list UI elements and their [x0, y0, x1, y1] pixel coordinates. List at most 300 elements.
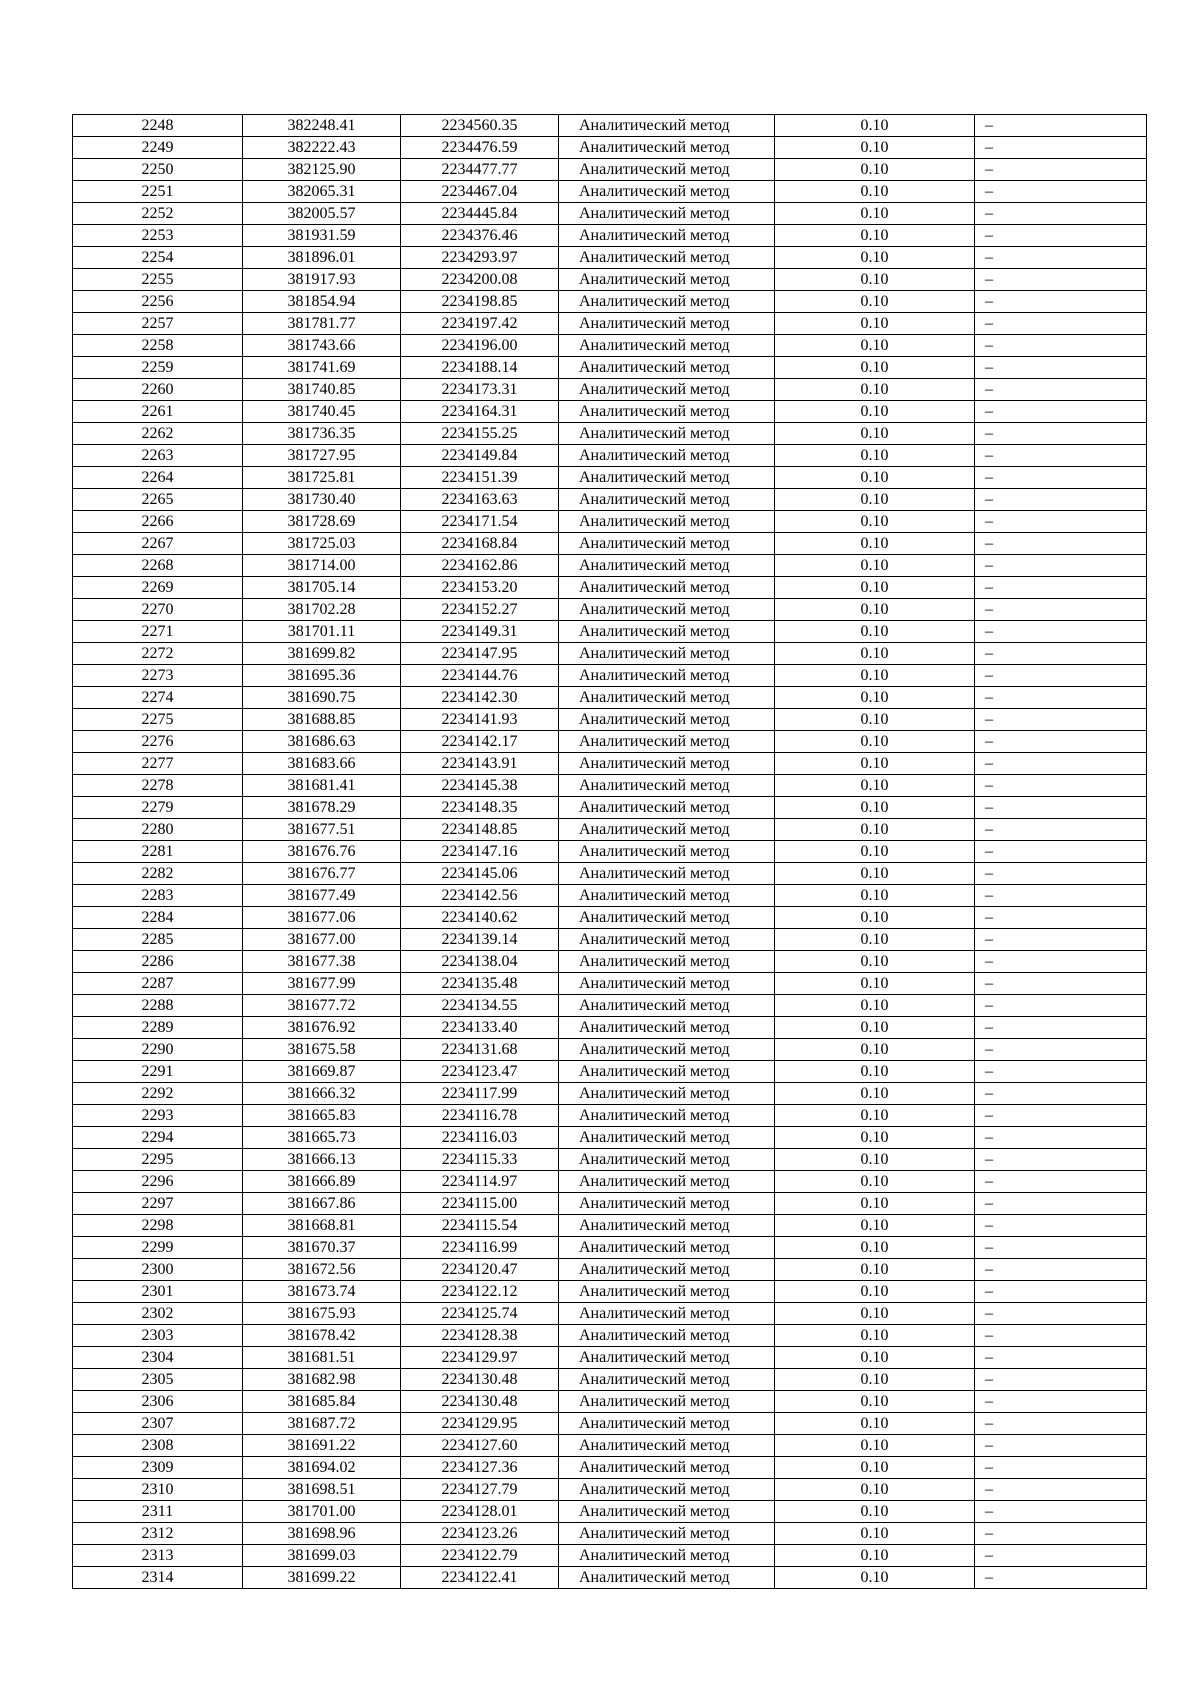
y-coordinate-cell: 2234200.08: [401, 269, 559, 291]
method-cell: Аналитический метод: [559, 687, 775, 709]
accuracy-cell: 0.10: [775, 511, 975, 533]
point-number-cell: 2314: [73, 1567, 243, 1589]
table-row: [73, 973, 1147, 995]
note-cell: –: [975, 1523, 1147, 1545]
table-row: [73, 907, 1147, 929]
x-coordinate-cell: 381677.72: [243, 995, 401, 1017]
table-row: [73, 885, 1147, 907]
accuracy-cell: 0.10: [775, 1501, 975, 1523]
note-cell: –: [975, 819, 1147, 841]
method-cell: Аналитический метод: [559, 379, 775, 401]
method-cell: Аналитический метод: [559, 533, 775, 555]
method-cell: Аналитический метод: [559, 819, 775, 841]
note-cell: –: [975, 1017, 1147, 1039]
method-cell: Аналитический метод: [559, 247, 775, 269]
method-cell: Аналитический метод: [559, 1523, 775, 1545]
method-cell: Аналитический метод: [559, 1435, 775, 1457]
accuracy-cell: 0.10: [775, 1171, 975, 1193]
x-coordinate-cell: 381675.58: [243, 1039, 401, 1061]
x-coordinate-cell: 381854.94: [243, 291, 401, 313]
method-cell: Аналитический метод: [559, 665, 775, 687]
table-row: [73, 533, 1147, 555]
y-coordinate-cell: 2234376.46: [401, 225, 559, 247]
method-cell: Аналитический метод: [559, 973, 775, 995]
table-row: [73, 1039, 1147, 1061]
accuracy-cell: 0.10: [775, 687, 975, 709]
x-coordinate-cell: 381695.36: [243, 665, 401, 687]
accuracy-cell: 0.10: [775, 819, 975, 841]
x-coordinate-cell: 381699.03: [243, 1545, 401, 1567]
y-coordinate-cell: 2234116.03: [401, 1127, 559, 1149]
method-cell: Аналитический метод: [559, 951, 775, 973]
method-cell: Аналитический метод: [559, 445, 775, 467]
point-number-cell: 2280: [73, 819, 243, 841]
note-cell: –: [975, 1215, 1147, 1237]
note-cell: –: [975, 1039, 1147, 1061]
accuracy-cell: 0.10: [775, 467, 975, 489]
accuracy-cell: 0.10: [775, 1369, 975, 1391]
point-number-cell: 2264: [73, 467, 243, 489]
method-cell: Аналитический метод: [559, 731, 775, 753]
method-cell: Аналитический метод: [559, 1083, 775, 1105]
point-number-cell: 2279: [73, 797, 243, 819]
point-number-cell: 2311: [73, 1501, 243, 1523]
note-cell: –: [975, 797, 1147, 819]
point-number-cell: 2286: [73, 951, 243, 973]
note-cell: –: [975, 335, 1147, 357]
point-number-cell: 2310: [73, 1479, 243, 1501]
y-coordinate-cell: 2234476.59: [401, 137, 559, 159]
y-coordinate-cell: 2234114.97: [401, 1171, 559, 1193]
x-coordinate-cell: 381666.13: [243, 1149, 401, 1171]
note-cell: –: [975, 863, 1147, 885]
accuracy-cell: 0.10: [775, 1105, 975, 1127]
x-coordinate-cell: 381730.40: [243, 489, 401, 511]
x-coordinate-cell: 381781.77: [243, 313, 401, 335]
note-cell: –: [975, 1237, 1147, 1259]
point-number-cell: 2305: [73, 1369, 243, 1391]
table-row: [73, 841, 1147, 863]
accuracy-cell: 0.10: [775, 555, 975, 577]
table-row: [73, 951, 1147, 973]
table-row: [73, 665, 1147, 687]
method-cell: Аналитический метод: [559, 599, 775, 621]
x-coordinate-cell: 381677.51: [243, 819, 401, 841]
point-number-cell: 2270: [73, 599, 243, 621]
accuracy-cell: 0.10: [775, 291, 975, 313]
table-row: [73, 1501, 1147, 1523]
y-coordinate-cell: 2234122.41: [401, 1567, 559, 1589]
method-cell: Аналитический метод: [559, 1237, 775, 1259]
table-row: [73, 1347, 1147, 1369]
point-number-cell: 2251: [73, 181, 243, 203]
y-coordinate-cell: 2234138.04: [401, 951, 559, 973]
accuracy-cell: 0.10: [775, 1149, 975, 1171]
x-coordinate-cell: 381694.02: [243, 1457, 401, 1479]
y-coordinate-cell: 2234115.00: [401, 1193, 559, 1215]
accuracy-cell: 0.10: [775, 1567, 975, 1589]
accuracy-cell: 0.10: [775, 1061, 975, 1083]
method-cell: Аналитический метод: [559, 1017, 775, 1039]
y-coordinate-cell: 2234128.38: [401, 1325, 559, 1347]
accuracy-cell: 0.10: [775, 357, 975, 379]
x-coordinate-cell: 382248.41: [243, 115, 401, 137]
note-cell: –: [975, 1435, 1147, 1457]
point-number-cell: 2296: [73, 1171, 243, 1193]
point-number-cell: 2291: [73, 1061, 243, 1083]
point-number-cell: 2263: [73, 445, 243, 467]
method-cell: Аналитический метод: [559, 1567, 775, 1589]
accuracy-cell: 0.10: [775, 1435, 975, 1457]
point-number-cell: 2262: [73, 423, 243, 445]
note-cell: –: [975, 269, 1147, 291]
point-number-cell: 2269: [73, 577, 243, 599]
x-coordinate-cell: 381917.93: [243, 269, 401, 291]
point-number-cell: 2261: [73, 401, 243, 423]
note-cell: –: [975, 951, 1147, 973]
point-number-cell: 2307: [73, 1413, 243, 1435]
y-coordinate-cell: 2234151.39: [401, 467, 559, 489]
x-coordinate-cell: 381681.41: [243, 775, 401, 797]
note-cell: –: [975, 137, 1147, 159]
accuracy-cell: 0.10: [775, 445, 975, 467]
point-number-cell: 2297: [73, 1193, 243, 1215]
accuracy-cell: 0.10: [775, 1039, 975, 1061]
y-coordinate-cell: 2234171.54: [401, 511, 559, 533]
table-row: [73, 1435, 1147, 1457]
accuracy-cell: 0.10: [775, 621, 975, 643]
x-coordinate-cell: 381714.00: [243, 555, 401, 577]
table-row: [73, 401, 1147, 423]
point-number-cell: 2265: [73, 489, 243, 511]
point-number-cell: 2275: [73, 709, 243, 731]
method-cell: Аналитический метод: [559, 1127, 775, 1149]
x-coordinate-cell: 381699.82: [243, 643, 401, 665]
accuracy-cell: 0.10: [775, 1281, 975, 1303]
accuracy-cell: 0.10: [775, 841, 975, 863]
x-coordinate-cell: 381670.37: [243, 1237, 401, 1259]
coordinates-table: [72, 114, 1147, 1589]
note-cell: –: [975, 247, 1147, 269]
x-coordinate-cell: 381666.89: [243, 1171, 401, 1193]
method-cell: Аналитический метод: [559, 1281, 775, 1303]
point-number-cell: 2272: [73, 643, 243, 665]
x-coordinate-cell: 381705.14: [243, 577, 401, 599]
note-cell: –: [975, 1193, 1147, 1215]
point-number-cell: 2249: [73, 137, 243, 159]
point-number-cell: 2300: [73, 1259, 243, 1281]
x-coordinate-cell: 381673.74: [243, 1281, 401, 1303]
table-row: [73, 1105, 1147, 1127]
x-coordinate-cell: 381690.75: [243, 687, 401, 709]
table-row: [73, 775, 1147, 797]
point-number-cell: 2256: [73, 291, 243, 313]
method-cell: Аналитический метод: [559, 1105, 775, 1127]
accuracy-cell: 0.10: [775, 775, 975, 797]
point-number-cell: 2267: [73, 533, 243, 555]
accuracy-cell: 0.10: [775, 335, 975, 357]
point-number-cell: 2299: [73, 1237, 243, 1259]
y-coordinate-cell: 2234123.47: [401, 1061, 559, 1083]
table-row: [73, 599, 1147, 621]
y-coordinate-cell: 2234198.85: [401, 291, 559, 313]
note-cell: –: [975, 577, 1147, 599]
x-coordinate-cell: 381669.87: [243, 1061, 401, 1083]
table-row: [73, 379, 1147, 401]
accuracy-cell: 0.10: [775, 1193, 975, 1215]
table-row: [73, 1369, 1147, 1391]
method-cell: Аналитический метод: [559, 1303, 775, 1325]
accuracy-cell: 0.10: [775, 973, 975, 995]
point-number-cell: 2312: [73, 1523, 243, 1545]
method-cell: Аналитический метод: [559, 1413, 775, 1435]
accuracy-cell: 0.10: [775, 247, 975, 269]
y-coordinate-cell: 2234139.14: [401, 929, 559, 951]
y-coordinate-cell: 2234122.79: [401, 1545, 559, 1567]
y-coordinate-cell: 2234153.20: [401, 577, 559, 599]
note-cell: –: [975, 929, 1147, 951]
table-row: [73, 1545, 1147, 1567]
method-cell: Аналитический метод: [559, 401, 775, 423]
table-row: [73, 269, 1147, 291]
y-coordinate-cell: 2234163.63: [401, 489, 559, 511]
x-coordinate-cell: 381677.38: [243, 951, 401, 973]
accuracy-cell: 0.10: [775, 1545, 975, 1567]
y-coordinate-cell: 2234127.79: [401, 1479, 559, 1501]
point-number-cell: 2250: [73, 159, 243, 181]
method-cell: Аналитический метод: [559, 577, 775, 599]
note-cell: –: [975, 1325, 1147, 1347]
x-coordinate-cell: 381677.06: [243, 907, 401, 929]
accuracy-cell: 0.10: [775, 269, 975, 291]
point-number-cell: 2274: [73, 687, 243, 709]
point-number-cell: 2292: [73, 1083, 243, 1105]
point-number-cell: 2271: [73, 621, 243, 643]
accuracy-cell: 0.10: [775, 115, 975, 137]
point-number-cell: 2289: [73, 1017, 243, 1039]
note-cell: –: [975, 467, 1147, 489]
method-cell: Аналитический метод: [559, 709, 775, 731]
x-coordinate-cell: 381676.77: [243, 863, 401, 885]
y-coordinate-cell: 2234129.97: [401, 1347, 559, 1369]
point-number-cell: 2288: [73, 995, 243, 1017]
point-number-cell: 2308: [73, 1435, 243, 1457]
table-row: [73, 1017, 1147, 1039]
accuracy-cell: 0.10: [775, 1303, 975, 1325]
x-coordinate-cell: 381688.85: [243, 709, 401, 731]
accuracy-cell: 0.10: [775, 533, 975, 555]
y-coordinate-cell: 2234196.00: [401, 335, 559, 357]
point-number-cell: 2276: [73, 731, 243, 753]
accuracy-cell: 0.10: [775, 863, 975, 885]
point-number-cell: 2313: [73, 1545, 243, 1567]
y-coordinate-cell: 2234131.68: [401, 1039, 559, 1061]
method-cell: Аналитический метод: [559, 181, 775, 203]
x-coordinate-cell: 381685.84: [243, 1391, 401, 1413]
note-cell: –: [975, 1303, 1147, 1325]
method-cell: Аналитический метод: [559, 643, 775, 665]
point-number-cell: 2281: [73, 841, 243, 863]
method-cell: Аналитический метод: [559, 863, 775, 885]
note-cell: –: [975, 885, 1147, 907]
point-number-cell: 2278: [73, 775, 243, 797]
accuracy-cell: 0.10: [775, 753, 975, 775]
point-number-cell: 2258: [73, 335, 243, 357]
table-row: [73, 1149, 1147, 1171]
x-coordinate-cell: 381677.49: [243, 885, 401, 907]
method-cell: Аналитический метод: [559, 115, 775, 137]
accuracy-cell: 0.10: [775, 907, 975, 929]
method-cell: Аналитический метод: [559, 137, 775, 159]
y-coordinate-cell: 2234148.85: [401, 819, 559, 841]
accuracy-cell: 0.10: [775, 797, 975, 819]
method-cell: Аналитический метод: [559, 357, 775, 379]
point-number-cell: 2295: [73, 1149, 243, 1171]
method-cell: Аналитический метод: [559, 489, 775, 511]
table-row: [73, 247, 1147, 269]
table-row: [73, 1061, 1147, 1083]
table-row: [73, 203, 1147, 225]
table-row: [73, 225, 1147, 247]
x-coordinate-cell: 381736.35: [243, 423, 401, 445]
point-number-cell: 2283: [73, 885, 243, 907]
note-cell: –: [975, 687, 1147, 709]
note-cell: –: [975, 753, 1147, 775]
x-coordinate-cell: 381702.28: [243, 599, 401, 621]
note-cell: –: [975, 1061, 1147, 1083]
note-cell: –: [975, 907, 1147, 929]
table-row: [73, 577, 1147, 599]
table-row: [73, 335, 1147, 357]
note-cell: –: [975, 555, 1147, 577]
point-number-cell: 2293: [73, 1105, 243, 1127]
y-coordinate-cell: 2234147.16: [401, 841, 559, 863]
point-number-cell: 2260: [73, 379, 243, 401]
accuracy-cell: 0.10: [775, 313, 975, 335]
x-coordinate-cell: 382065.31: [243, 181, 401, 203]
y-coordinate-cell: 2234134.55: [401, 995, 559, 1017]
y-coordinate-cell: 2234197.42: [401, 313, 559, 335]
x-coordinate-cell: 381727.95: [243, 445, 401, 467]
accuracy-cell: 0.10: [775, 1215, 975, 1237]
y-coordinate-cell: 2234477.77: [401, 159, 559, 181]
x-coordinate-cell: 381668.81: [243, 1215, 401, 1237]
method-cell: Аналитический метод: [559, 753, 775, 775]
note-cell: –: [975, 1281, 1147, 1303]
note-cell: –: [975, 1369, 1147, 1391]
note-cell: –: [975, 973, 1147, 995]
x-coordinate-cell: 381681.51: [243, 1347, 401, 1369]
method-cell: Аналитический метод: [559, 1501, 775, 1523]
table-row: [73, 819, 1147, 841]
y-coordinate-cell: 2234129.95: [401, 1413, 559, 1435]
table-row: [73, 863, 1147, 885]
method-cell: Аналитический метод: [559, 313, 775, 335]
method-cell: Аналитический метод: [559, 423, 775, 445]
note-cell: –: [975, 1545, 1147, 1567]
accuracy-cell: 0.10: [775, 643, 975, 665]
y-coordinate-cell: 2234128.01: [401, 1501, 559, 1523]
point-number-cell: 2259: [73, 357, 243, 379]
x-coordinate-cell: 381675.93: [243, 1303, 401, 1325]
table-row: [73, 929, 1147, 951]
x-coordinate-cell: 381699.22: [243, 1567, 401, 1589]
x-coordinate-cell: 381740.85: [243, 379, 401, 401]
note-cell: –: [975, 775, 1147, 797]
table-row: [73, 159, 1147, 181]
point-number-cell: 2301: [73, 1281, 243, 1303]
y-coordinate-cell: 2234115.33: [401, 1149, 559, 1171]
accuracy-cell: 0.10: [775, 665, 975, 687]
point-number-cell: 2277: [73, 753, 243, 775]
table-row: [73, 1567, 1147, 1589]
method-cell: Аналитический метод: [559, 225, 775, 247]
method-cell: Аналитический метод: [559, 1545, 775, 1567]
x-coordinate-cell: 382005.57: [243, 203, 401, 225]
accuracy-cell: 0.10: [775, 489, 975, 511]
accuracy-cell: 0.10: [775, 885, 975, 907]
table-row: [73, 621, 1147, 643]
method-cell: Аналитический метод: [559, 1479, 775, 1501]
y-coordinate-cell: 2234168.84: [401, 533, 559, 555]
table-row: [73, 1479, 1147, 1501]
table-row: [73, 1083, 1147, 1105]
x-coordinate-cell: 381740.45: [243, 401, 401, 423]
point-number-cell: 2252: [73, 203, 243, 225]
note-cell: –: [975, 1083, 1147, 1105]
method-cell: Аналитический метод: [559, 775, 775, 797]
accuracy-cell: 0.10: [775, 995, 975, 1017]
note-cell: –: [975, 1413, 1147, 1435]
y-coordinate-cell: 2234133.40: [401, 1017, 559, 1039]
coordinates-table-body: [73, 115, 1147, 1589]
note-cell: –: [975, 379, 1147, 401]
table-row: [73, 115, 1147, 137]
x-coordinate-cell: 382125.90: [243, 159, 401, 181]
y-coordinate-cell: 2234152.27: [401, 599, 559, 621]
method-cell: Аналитический метод: [559, 1369, 775, 1391]
x-coordinate-cell: 381677.99: [243, 973, 401, 995]
note-cell: –: [975, 115, 1147, 137]
accuracy-cell: 0.10: [775, 929, 975, 951]
accuracy-cell: 0.10: [775, 1457, 975, 1479]
table-row: [73, 753, 1147, 775]
y-coordinate-cell: 2234130.48: [401, 1369, 559, 1391]
y-coordinate-cell: 2234142.56: [401, 885, 559, 907]
accuracy-cell: 0.10: [775, 1017, 975, 1039]
x-coordinate-cell: 381691.22: [243, 1435, 401, 1457]
note-cell: –: [975, 1457, 1147, 1479]
point-number-cell: 2294: [73, 1127, 243, 1149]
x-coordinate-cell: 381896.01: [243, 247, 401, 269]
point-number-cell: 2282: [73, 863, 243, 885]
note-cell: –: [975, 1501, 1147, 1523]
y-coordinate-cell: 2234147.95: [401, 643, 559, 665]
table-row: [73, 313, 1147, 335]
y-coordinate-cell: 2234127.60: [401, 1435, 559, 1457]
y-coordinate-cell: 2234135.48: [401, 973, 559, 995]
x-coordinate-cell: 381665.73: [243, 1127, 401, 1149]
note-cell: –: [975, 841, 1147, 863]
y-coordinate-cell: 2234142.30: [401, 687, 559, 709]
y-coordinate-cell: 2234149.31: [401, 621, 559, 643]
note-cell: –: [975, 1391, 1147, 1413]
note-cell: –: [975, 159, 1147, 181]
table-row: [73, 1127, 1147, 1149]
table-row: [73, 1457, 1147, 1479]
y-coordinate-cell: 2234145.38: [401, 775, 559, 797]
point-number-cell: 2309: [73, 1457, 243, 1479]
